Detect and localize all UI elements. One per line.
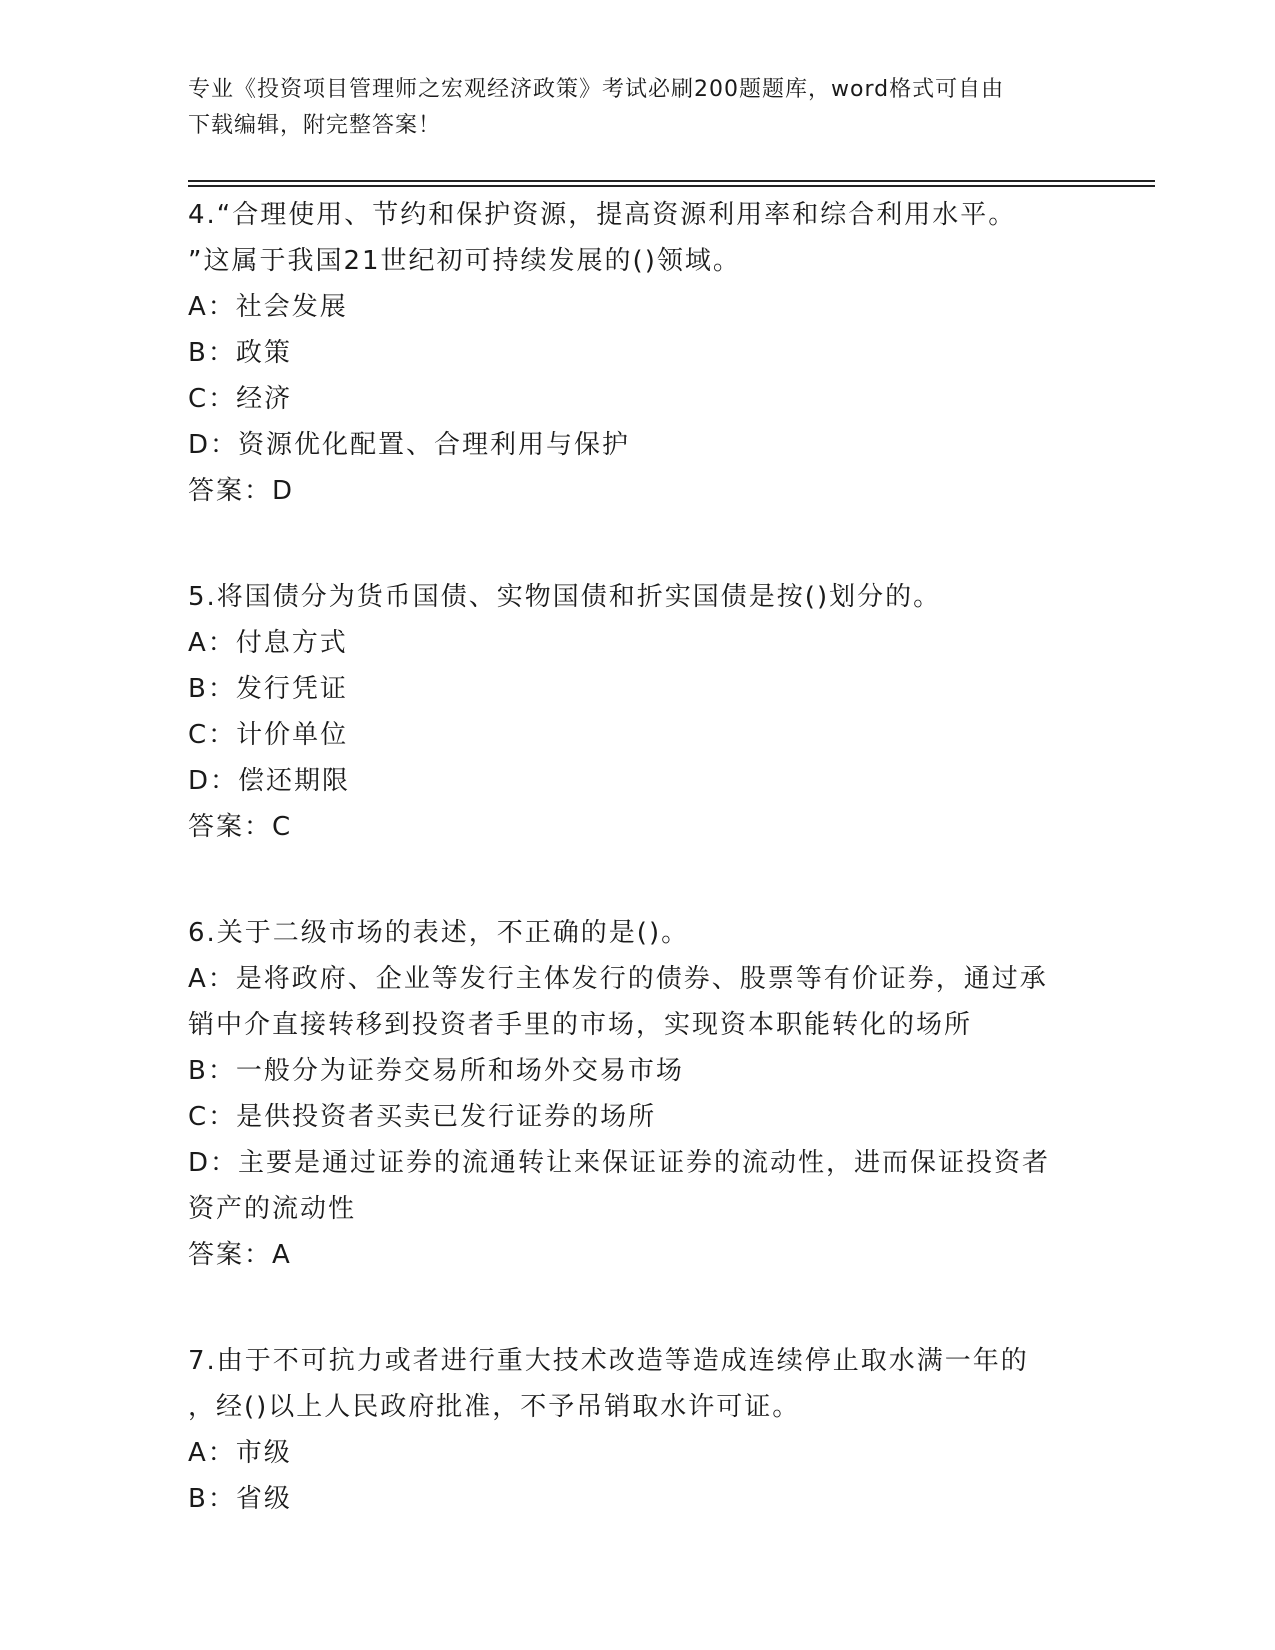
question-stem: 6.关于二级市场的表述，不正确的是()。	[188, 918, 690, 948]
answer-line: 答案：A	[188, 1240, 292, 1270]
question-5	[188, 574, 1088, 850]
header-line-2: 下载编辑，附完整答案！	[188, 113, 442, 138]
spacer	[188, 514, 1088, 574]
option-c: C：是供投资者买卖已发行证券的场所	[188, 1102, 657, 1132]
option-a: A：付息方式	[188, 628, 348, 658]
option-b: B：一般分为证券交易所和场外交易市场	[188, 1056, 684, 1086]
option-a: A：市级	[188, 1438, 292, 1468]
option-a: A：是将政府、企业等发行主体发行的债券、股票等有价证券，通过承	[188, 964, 1048, 994]
option-b: B：省级	[188, 1484, 292, 1514]
spacer	[188, 1278, 1088, 1338]
option-d: D：偿还期限	[188, 766, 351, 796]
option-a: A：社会发展	[188, 292, 348, 322]
question-stem: 7.由于不可抗力或者进行重大技术改造等造成连续停止取水满一年的	[188, 1346, 1029, 1376]
option-d: D：资源优化配置、合理利用与保护	[188, 430, 631, 460]
option-d: D：主要是通过证券的流通转让来保证证券的流动性，进而保证投资者	[188, 1148, 1051, 1178]
question-stem-cont: ，经()以上人民政府批准，不予吊销取水许可证。	[188, 1392, 801, 1422]
option-a-cont: 销中介直接转移到投资者手里的市场，实现资本职能转化的场所	[188, 1010, 973, 1040]
question-4	[188, 192, 1088, 514]
question-stem: 4.“合理使用、节约和保护资源，提高资源利用率和综合利用水平。	[188, 200, 1017, 230]
question-list	[188, 192, 1088, 1522]
header-rule-bottom	[188, 185, 1155, 187]
question-6	[188, 910, 1088, 1278]
option-b: B：发行凭证	[188, 674, 348, 704]
spacer	[188, 850, 1088, 910]
option-d-cont: 资产的流动性	[188, 1194, 357, 1224]
question-stem-cont: ”这属于我国21世纪初可持续发展的()领域。	[188, 246, 741, 276]
question-stem: 5.将国债分为货币国债、实物国债和折实国债是按()划分的。	[188, 582, 942, 612]
header-rule-top	[188, 180, 1155, 182]
option-c: C：计价单位	[188, 720, 349, 750]
option-c: C：经济	[188, 384, 293, 414]
answer-line: 答案：D	[188, 476, 295, 506]
answer-line: 答案：C	[188, 812, 293, 842]
question-7	[188, 1338, 1088, 1522]
document-header	[188, 72, 1068, 144]
option-b: B：政策	[188, 338, 292, 368]
header-line-1: 专业《投资项目管理师之宏观经济政策》考试必刷200题题库，word格式可自由	[188, 77, 1005, 102]
